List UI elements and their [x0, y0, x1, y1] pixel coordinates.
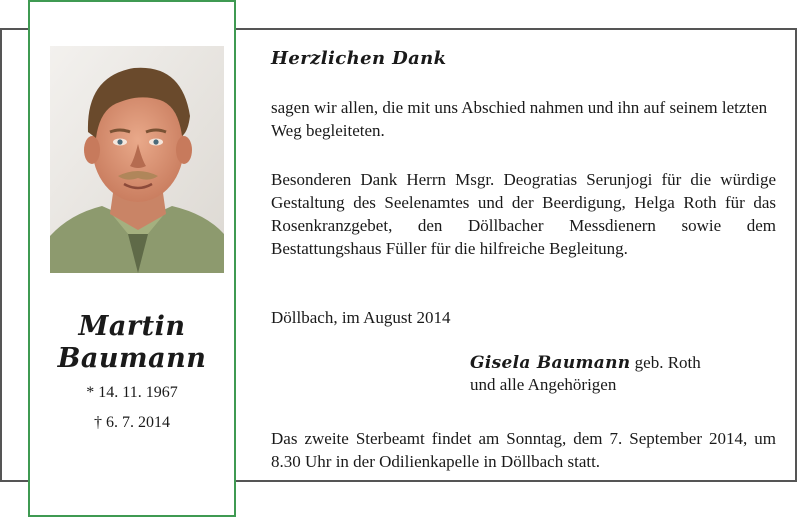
- portrait-photo: [50, 46, 224, 273]
- portrait-image: [50, 46, 224, 273]
- death-date: † 6. 7. 2014: [94, 414, 170, 431]
- signature-name: Gisela Baumann: [470, 353, 631, 373]
- memorial-mass-paragraph: Das zweite Sterbeamt findet am Sonntag, dem 7. September 2014, um 8.30 Uhr in der Odilienkapelle in Döllbach statt.: [271, 429, 776, 471]
- deceased-last-name: Baumann: [57, 343, 207, 374]
- special-thanks-paragraph: Besonderen Dank Herrn Msgr. Deogratias Serunjogi für die würdige Gestaltung des Seelenamtes und der Beerdigung, Helga Roth für das Rosenkranzgebet, den Döllbacher Messdienern sowie dem Bestattungshaus Füller für die hilfreiche Begleitung.: [271, 170, 776, 258]
- birth-date: * 14. 11. 1967: [86, 384, 178, 401]
- place-date: Döllbach, im August 2014: [271, 308, 451, 327]
- signature-maiden-name: geb. Roth: [634, 353, 701, 372]
- memorial-panel: [28, 0, 236, 517]
- signature-relatives: und alle Angehörigen: [470, 375, 617, 394]
- notice-heading: Herzlichen Dank: [271, 48, 447, 69]
- signature-block: [470, 352, 701, 396]
- deceased-first-name: Martin: [78, 311, 186, 342]
- signature-line: [470, 352, 701, 374]
- thanks-paragraph: sagen wir allen, die mit uns Abschied nahmen und ihn auf seinem letzten Weg begleiteten.: [271, 98, 768, 140]
